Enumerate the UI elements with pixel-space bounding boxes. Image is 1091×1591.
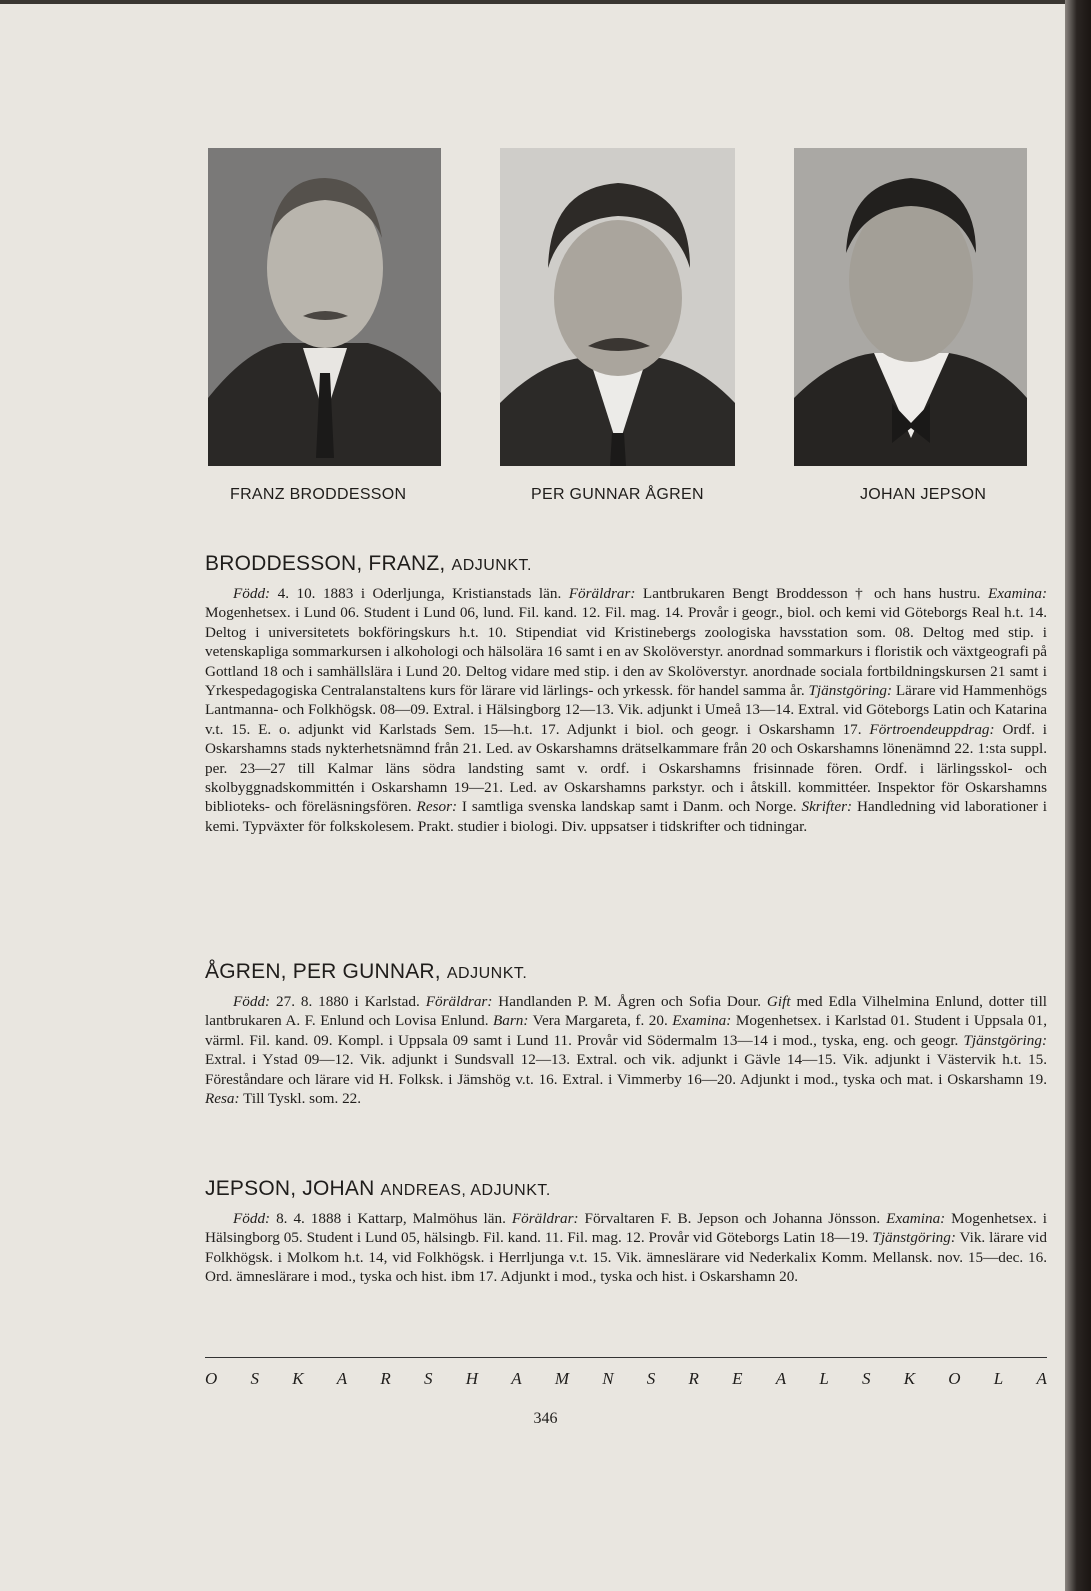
footer-letter: R	[380, 1369, 391, 1388]
footer-letter: O	[948, 1369, 961, 1388]
running-footer	[205, 1369, 1047, 1389]
entry-heading	[205, 1177, 1047, 1201]
caption-agren: PER GUNNAR ÅGREN	[531, 486, 704, 503]
entry-name: ÅGREN, PER GUNNAR,	[205, 960, 441, 983]
entry-body: Född: 8. 4. 1888 i Kattarp, Malmöhus län. Föräldrar: Förvaltaren F. B. Jepson och Johanna Jönsson. Examina: Mogenhetsex. i Hälsingborg 05. Student i Lund 05, hälsingb. Fil. kand. 11. Fil. mag. 12. Provår vid Göteborgs Latin 18—19. Tjänstgöring: Vik. lärare vid Folkhögsk. i Molkom h.t. 14, vid Folkhögsk. i Herrljunga v.t. 15. Vik. ämneslärare vid Nederkalix Komm. Mellansk. nov. 15—dec. 16. Ord. ämneslärare i mod., tyska och hist. ibm 17. Adjunkt i mod., tyska och hist. i Oskarshamn 20.	[205, 1210, 1047, 1286]
footer-letter: E	[732, 1369, 743, 1388]
footer-rule	[205, 1357, 1047, 1358]
page-binding-edge	[1065, 0, 1091, 1591]
footer-letter: L	[819, 1369, 829, 1388]
entry-title: ADJUNKT.	[451, 557, 532, 574]
entry-name: BRODDESSON, FRANZ,	[205, 552, 446, 575]
caption-jepson: JOHAN JEPSON	[860, 486, 987, 503]
page-top-edge	[0, 0, 1091, 4]
entry-body: Född: 4. 10. 1883 i Oderljunga, Kristianstads län. Föräldrar: Lantbrukaren Bengt Broddesson † och hans hustru. Examina: Mogenhetsex. i Lund 06. Student i Lund 06, lund. Fil. kand. 12. Fil. mag. 14. Provår i geogr., biol. och kemi vid Göteborgs Real h.t. 14. Deltog i universitetets bokföringskurs h.t. 10. Stipendiat vid Kristinebergs zoologiska havsstation som. 08. Deltog med stip. i vetenskapliga sommarkursen i alkohologi och hälsolära 16 samt i en av Skolöverstyr. anordnad sommarkurs i floristik och växtgeografi på Gottland 18 och i samhällslära i Lund 20. Deltog vidare med stip. i den av Skolöverstyr. anordnade sociala fortbildningskursen 21 samt i Yrkespedagogiska Centralanstaltens kurs för lärare vid lärlings- och yrkessk. för handel samma år. Tjänstgöring: Lärare vid Hammenhögs Lantmanna- och Folkhögsk. 08—09. Extral. i Hälsingborg 12—13. Vik. adjunkt i Umeå 13—14. Extral. vid Göteborgs Latin och Katarina v.t. 15. E. o. adjunkt vid Karlstads Sem. 15—h.t. 17. Adjunkt i biol. och geogr. i Oskarshamn 17. Förtroendeuppdrag: Ordf. i Oskarshamns stads nykterhetsnämnd från 21. Led. av Oskarshamns drätselkammare från 20 och Oskarshamns lönenämnd 22. 1:sta suppl. per. 23—27 till Kalmar läns södra landsting samt v. ordf. i Oskarshamns frisinnade fören. Ordf. i lärlingsskol- och skolbyggnadskommittén i Oskarshamn 19—21. Led. av Oskarshamns parkstyr. och i åtskill. kommittéer. Inspektor för Oskarshamns biblioteks- och föreläsningsfören. Resor: I samtliga svenska landskap samt i Danm. och Norge. Skrifter: Handledning vid laborationer i kemi. Typväxter för folkskolesem. Prakt. studier i biologi. Div. uppsatser i tidskrifter och tidningar.	[205, 585, 1047, 835]
portrait-agren	[500, 148, 735, 466]
footer-letter: A	[1036, 1369, 1047, 1388]
entry-body: Född: 27. 8. 1880 i Karlstad. Föräldrar: Handlanden P. M. Ågren och Sofia Dour. Gift med Edla Vilhelmina Enlund, dotter till lantbrukaren A. F. Enlund och Lovisa Enlund. Barn: Vera Margareta, f. 20. Examina: Mogenhetsex. i Karlstad 01. Student i Uppsala 01, värml. Fil. kand. 09. Kompl. i Uppsala 09 samt i Lund 11. Provår vid Södermalm 13—14 i mod., tyska, eng. och geogr. Tjänstgöring: Extral. i Ystad 09—12. Vik. adjunkt i Sundsvall 12—13. Extral. och vik. adjunkt i Gävle 14—15. Vik. adjunkt i Västervik h.t. 15. Föreståndare och lärare vid H. Folksk. i Jämshög v.t. 16. Extral. i Vimmerby 16—20. Adjunkt i mod., tyska och mat. i Oskarshamn 19. Resa: Till Tyskl. som. 22.	[205, 993, 1048, 1108]
footer-letter: S	[250, 1369, 259, 1388]
entry-heading	[205, 960, 1047, 984]
footer-letter: A	[775, 1369, 787, 1388]
page-number: 346	[533, 1410, 558, 1427]
entry-broddesson	[205, 552, 1047, 836]
footer-letter: K	[903, 1369, 916, 1388]
footer-letter: M	[554, 1369, 569, 1388]
portrait-row	[208, 148, 1046, 466]
footer-letter: L	[993, 1369, 1004, 1388]
footer-letter: A	[336, 1369, 348, 1388]
caption-broddesson: FRANZ BRODDESSON	[230, 486, 407, 503]
footer-letter: A	[511, 1369, 522, 1388]
entry-title: ANDREAS, ADJUNKT.	[380, 1182, 551, 1199]
footer-letter: S	[862, 1369, 871, 1388]
entry-jepson	[205, 1177, 1047, 1287]
footer-letter: S	[424, 1369, 433, 1388]
footer-letter: N	[602, 1369, 614, 1388]
footer-letter: K	[292, 1369, 304, 1388]
portrait-broddesson	[208, 148, 441, 466]
footer-letter: O	[205, 1369, 218, 1388]
entry-agren	[205, 960, 1047, 1108]
footer-letter: H	[465, 1369, 478, 1388]
entry-name: JEPSON, JOHAN	[205, 1177, 375, 1200]
entry-title: ADJUNKT.	[446, 965, 528, 982]
entry-heading	[205, 552, 1047, 576]
footer-letter: R	[688, 1369, 699, 1388]
portrait-jepson	[794, 148, 1027, 466]
footer-letter: S	[646, 1369, 656, 1388]
